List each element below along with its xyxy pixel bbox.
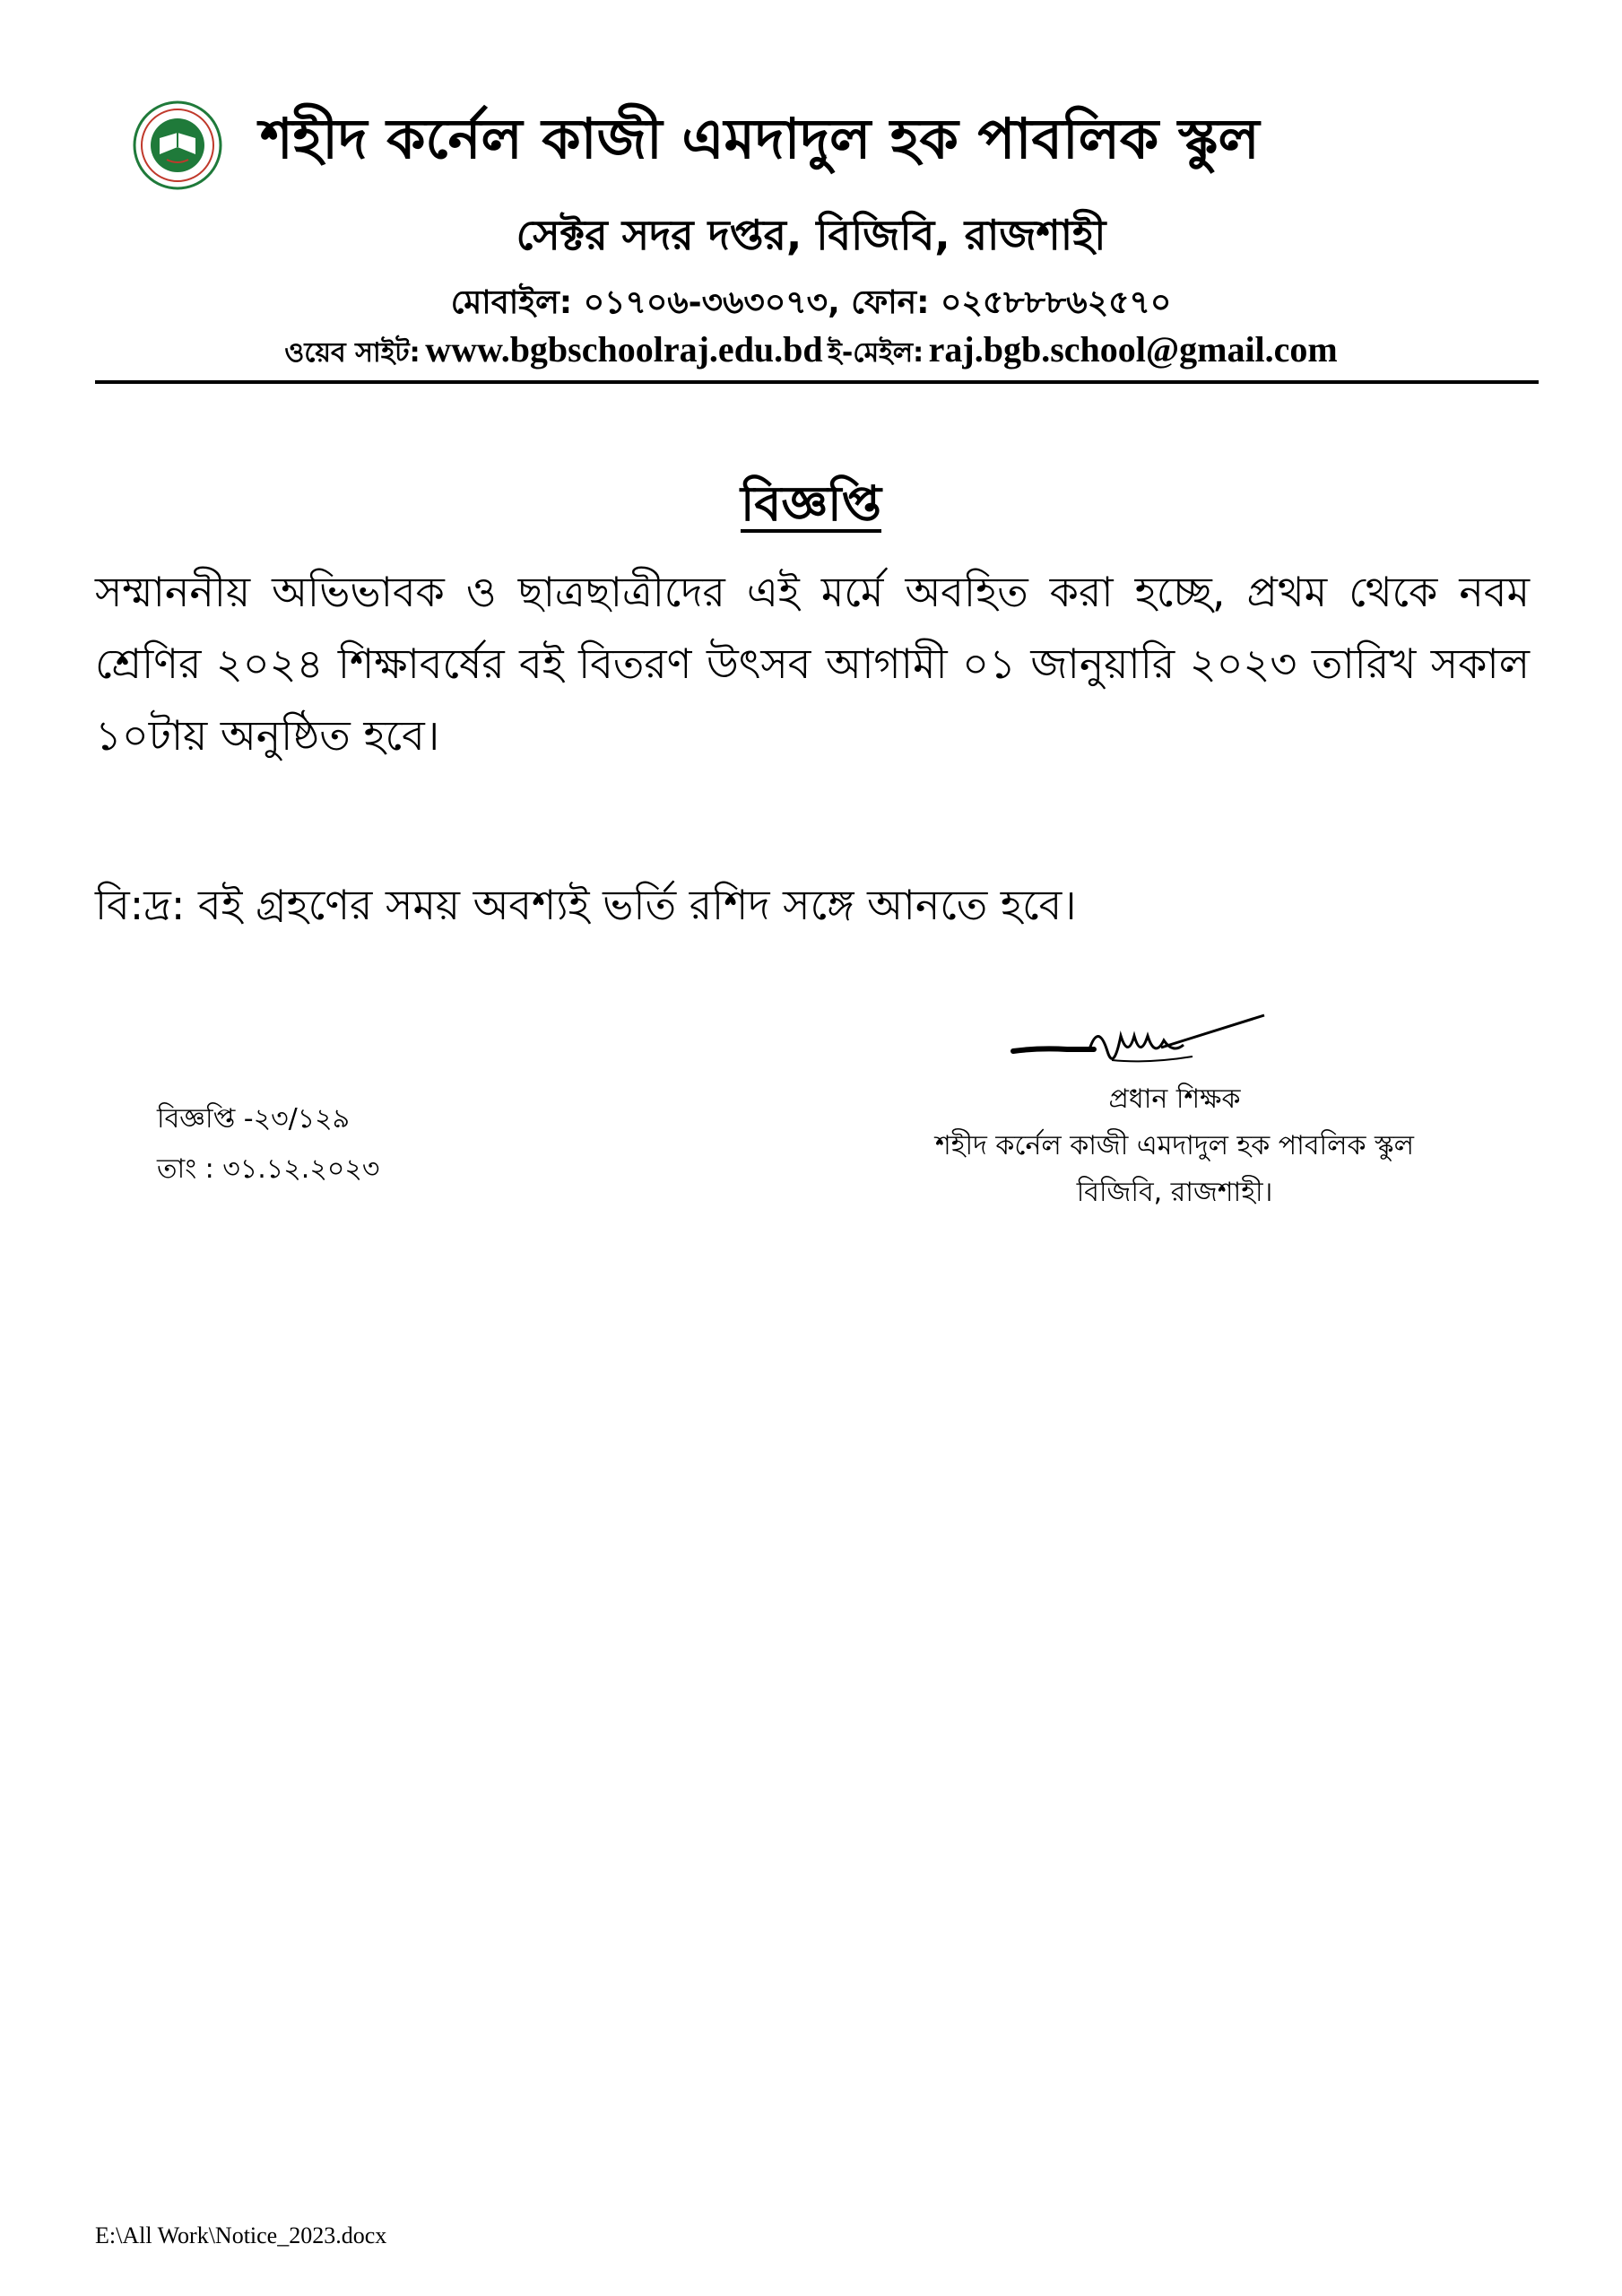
school-address: সেক্টর সদর দপ্তর, বিজিবি, রাজশাহী [516, 211, 1106, 259]
signatory-location: বিজিবি, রাজশাহী। [1076, 1177, 1273, 1208]
reference-date: তাং : ৩১.১২.২০২৩ [157, 1153, 380, 1185]
signatory-institution: শহীদ কর্নেল কাজী এমদাদুল হক পাবলিক স্কুল [935, 1130, 1414, 1161]
website-label: ওয়েব সাইট: [284, 337, 421, 369]
contact-info: মোবাইল: ০১৭০৬-৩৬৩০৭৩, ফোন: ০২৫৮৮৮৬২৫৭০ [450, 284, 1172, 321]
website-link[interactable]: www.bgbschoolraj.edu.bd [425, 329, 823, 370]
email-label: ই-মেইল: [828, 337, 924, 369]
footer-file-path: E:\All Work\Notice_2023.docx [95, 2222, 387, 2248]
notice-body: সম্মাননীয় অভিভাবক ও ছাত্রছাত্রীদের এই মর্মে অবহিত করা হচ্ছে, প্রথম থেকে নবম শ্রেণির ২০২৪ শিক্ষাবর্ষের বই বিতরণ উৎসব আগামী ০১ জানুয়ারি ২০২৩ তারিখ সকাল ১০টায় অনুষ্ঠিত হবে। [95, 568, 1530, 760]
signatory-designation: প্রধান শিক্ষক [1108, 1083, 1241, 1115]
signatory-block [879, 1076, 1470, 1216]
web-email-line [0, 328, 1622, 377]
notice-title: বিজ্ঞপ্তি [740, 475, 881, 532]
notice-note: বি:দ্র: বই গ্রহণের সময় অবশ্যই ভর্তি রশিদ সঙ্গে আনতে হবে। [95, 881, 1077, 929]
reference-block [157, 1094, 379, 1195]
email-link[interactable]: raj.bgb.school@gmail.com [928, 329, 1338, 370]
header-divider [95, 380, 1539, 384]
reference-number: বিজ্ঞপ্তি -২৩/১২৯ [157, 1103, 351, 1135]
school-logo-icon [133, 100, 222, 190]
school-name: শহীদ কর্নেল কাজী এমদাদুল হক পাবলিক স্কুল [260, 106, 1260, 171]
